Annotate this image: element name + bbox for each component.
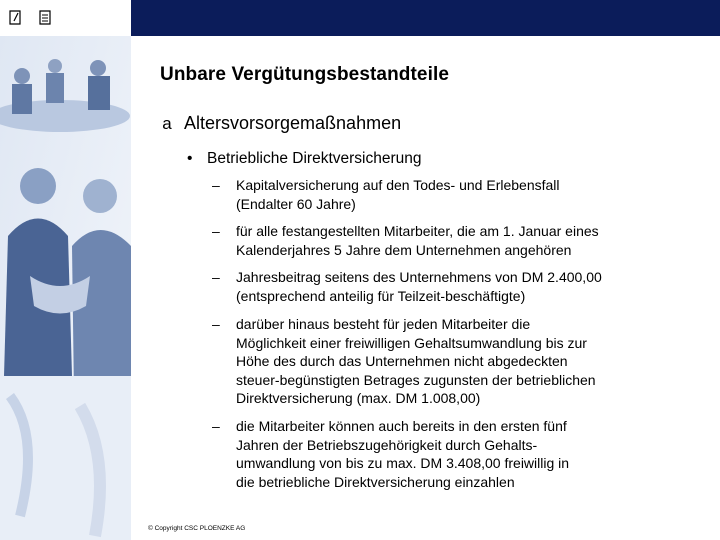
level3-item — [212, 222, 712, 259]
level3-text: für alle festangestellten Mitarbeiter, die am 1. Januar eines Kalenderjahres 5 Jahre dem Unternehmen angehören — [236, 223, 599, 258]
level3-dash: – — [212, 269, 220, 285]
level3-dash: – — [212, 316, 220, 332]
level3-dash: – — [212, 177, 220, 193]
business-people-photo — [0, 36, 131, 540]
document-icon — [38, 10, 52, 25]
level3-text: darüber hinaus besteht für jeden Mitarbeiter die Möglichkeit einer freiwilligen Gehaltsumwandlung bis zur Höhe des durch das Unternehmen nicht abgedeckten steuer-begünstigten Betrages zugunsten der betrieblichen Direktversicherung (max. DM 1.008,00) — [236, 316, 596, 407]
level1-text: Altersvorsorgemaßnahmen — [184, 113, 402, 133]
header-icons — [0, 0, 131, 36]
level3-dash: – — [212, 223, 220, 239]
level3-text: Jahresbeitrag seitens des Unternehmens von DM 2.400,00 (entsprechend anteilig für Teilzeit-beschäftigte) — [236, 269, 602, 304]
slide-title: Unbare Vergütungsbestandteile — [160, 64, 450, 85]
page-icon — [8, 10, 22, 25]
level1-item — [160, 113, 401, 134]
header-band — [131, 0, 720, 36]
copyright-notice: © Copyright CSC PLOENZKE AG — [148, 525, 246, 532]
level2-bullet: • — [187, 150, 193, 167]
level2-item — [187, 150, 422, 168]
level1-bullet-icon: a — [162, 113, 172, 133]
level3-item — [212, 268, 712, 305]
level3-text: Kapitalversicherung auf den Todes- und Erlebensfall (Endalter 60 Jahre) — [236, 177, 560, 212]
level3-item — [212, 315, 712, 408]
level3-dash: – — [212, 418, 220, 434]
level3-text: die Mitarbeiter können auch bereits in den ersten fünf Jahren der Betriebszugehörigkeit durch Gehalts- umwandlung von bis zu max. DM 3.408,00 freiwillig in die betriebliche Direktversicherung einzahlen — [236, 418, 570, 490]
level3-item — [212, 417, 712, 491]
level2-text: Betriebliche Direktversicherung — [207, 150, 422, 167]
level3-item — [212, 176, 712, 213]
